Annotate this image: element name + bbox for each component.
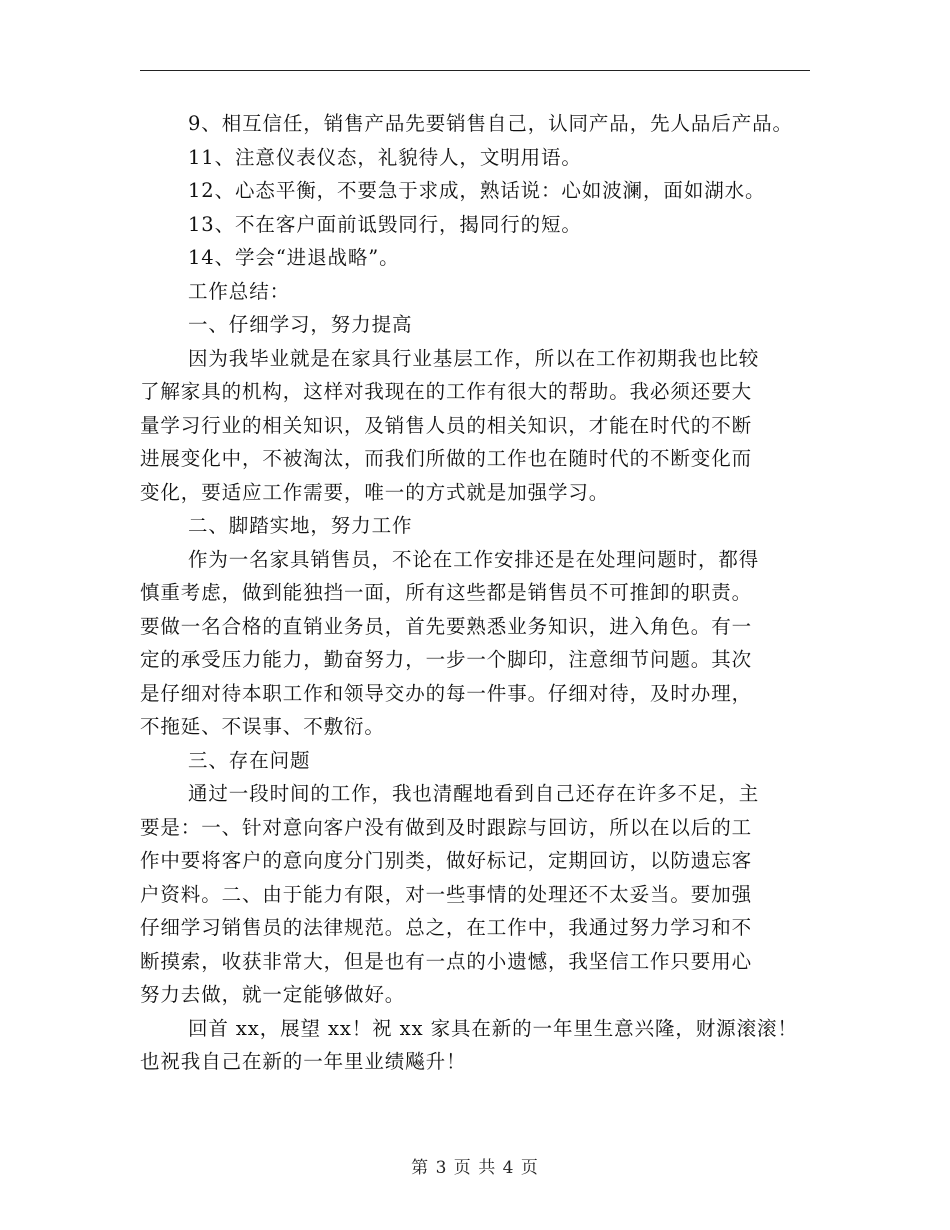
section-heading: 二、脚踏实地，努力工作 (188, 514, 413, 537)
paragraph-line: 要是：一、针对意向客户没有做到及时跟踪与回访，所以在以后的工 (140, 815, 753, 839)
paragraph-line: 也祝我自己在新的一年里业绩飚升！ (140, 1050, 467, 1073)
paragraph-line: 努力去做，就一定能够做好。 (140, 983, 406, 1006)
list-item: 9、相互信任，销售产品先要销售自己，认同产品，先人品后产品。 (188, 112, 793, 135)
section-heading: 三、存在问题 (188, 748, 311, 772)
paragraph-line: 因为我毕业就是在家具行业基层工作，所以在工作初期我也比较 (188, 346, 760, 370)
list-item: 11、注意仪表仪态，礼貌待人，文明用语。 (188, 145, 582, 169)
paragraph-line: 定的承受压力能力，勤奋努力，一步一个脚印，注意细节问题。其次 (140, 648, 753, 671)
paragraph-line: 回首 xx，展望 xx！祝 xx 家具在新的一年里生意兴隆，财源滚滚！ (188, 1016, 798, 1040)
header-rule (140, 70, 810, 71)
section-heading: 一、仔细学习，努力提高 (188, 313, 413, 336)
paragraph-line: 作中要将客户的意向度分门别类，做好标记，定期回访，以防遗忘客 (140, 849, 753, 872)
paragraph-line: 通过一段时间的工作，我也清醒地看到自己还存在许多不足，主 (188, 782, 760, 805)
list-item: 13、不在客户面前诋毁同行，揭同行的短。 (188, 212, 582, 236)
page-number: 第 3 页 共 4 页 (411, 1158, 539, 1178)
section-paragraph (140, 342, 810, 510)
paragraph-line: 不拖延、不误事、不敷衍。 (140, 715, 385, 738)
list-item: 14、学会“进退战略”。 (188, 246, 400, 269)
paragraph-line: 是仔细对待本职工作和领导交办的每一件事。仔细对待，及时办理， (140, 681, 753, 705)
paragraph-line: 要做一名合格的直销业务员，首先要熟悉业务知识，进入角色。有一 (140, 614, 753, 638)
paragraph-line: 变化，要适应工作需要，唯一的方式就是加强学习。 (140, 480, 610, 504)
list-item: 12、心态平衡，不要急于求成，熟话说：心如波澜，面如湖水。 (188, 179, 766, 202)
paragraph-line: 作为一名家具销售员，不论在工作安排还是在处理问题时，都得 (188, 547, 760, 571)
paragraph-line: 断摸索，收获非常大，但是也有一点的小遗憾，我坚信工作只要用心 (140, 949, 753, 973)
paragraph-line: 仔细学习销售员的法律规范。总之，在工作中，我通过努力学习和不 (140, 916, 753, 939)
paragraph-line: 了解家具的机构，这样对我现在的工作有很大的帮助。我必须还要大 (140, 380, 753, 403)
paragraph-line: 进展变化中，不被淘汰，而我们所做的工作也在随时代的不断变化而 (140, 447, 753, 470)
closing-paragraph (140, 1012, 810, 1079)
document-body (140, 107, 810, 1079)
section-paragraph (140, 777, 810, 1012)
paragraph-line: 户资料。二、由于能力有限，对一些事情的处理还不太妥当。要加强 (140, 882, 753, 906)
section-paragraph (140, 543, 810, 744)
paragraph-line: 量学习行业的相关知识，及销售人员的相关知识，才能在时代的不断 (140, 413, 753, 437)
summary-heading: 工作总结： (188, 279, 291, 303)
paragraph-line: 慎重考虑，做到能独挡一面，所有这些都是销售员不可推卸的职责。 (140, 581, 753, 604)
